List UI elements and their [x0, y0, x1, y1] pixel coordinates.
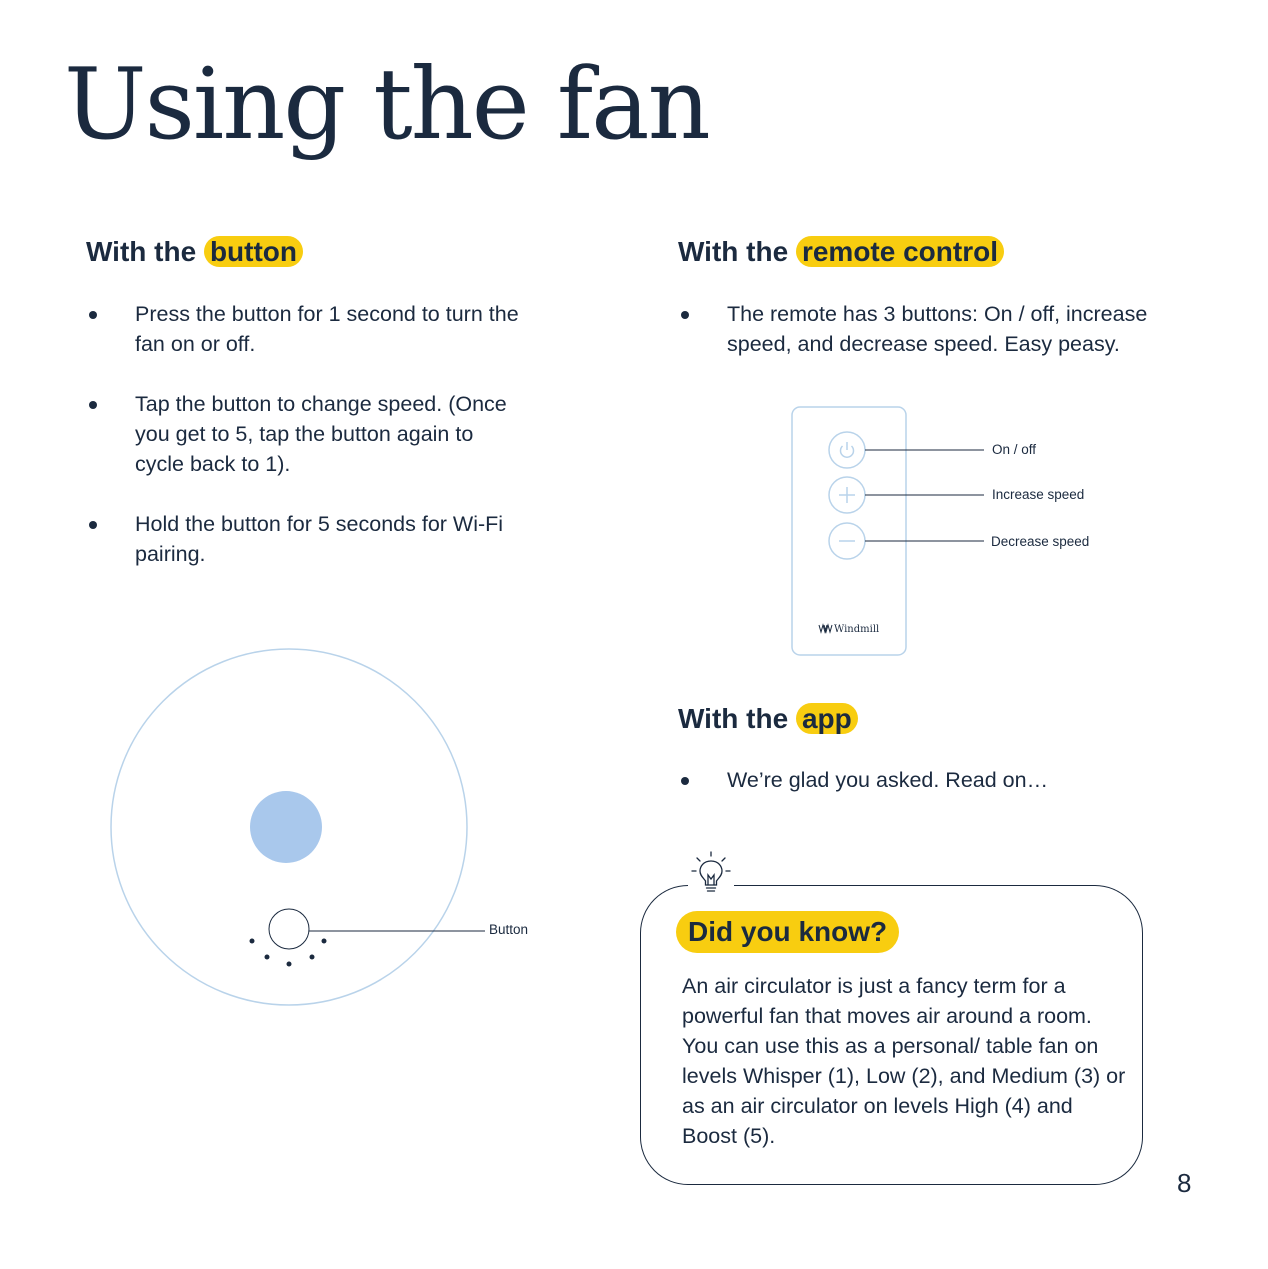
app-instructions-list	[678, 765, 1198, 825]
button-section-heading	[86, 234, 303, 270]
increase-speed-label: Increase speed	[992, 487, 1085, 502]
heading-highlight: app	[796, 703, 858, 734]
fan-power-button	[269, 909, 309, 949]
minus-button-icon	[829, 523, 865, 559]
decrease-speed-label: Decrease speed	[991, 534, 1090, 549]
remote-section-heading	[678, 234, 1004, 270]
remote-instructions-list	[678, 299, 1208, 389]
list-item: The remote has 3 buttons: On / off, increase speed, and decrease speed. Easy peasy.	[678, 299, 1208, 359]
did-you-know-text: An air circulator is just a fancy term for a powerful fan that moves air around a room. You can use this as a personal/ table fan on levels Whisper (1), Low (2), and Medium (3) or as an air circulator on levels High (4) and Boost (5).	[682, 974, 1126, 1148]
lightbulb-icon	[690, 850, 732, 898]
heading-prefix: With the	[86, 236, 197, 267]
power-button-icon	[829, 432, 865, 468]
app-section-heading	[678, 701, 858, 737]
plus-button-icon	[829, 477, 865, 513]
list-item: Tap the button to change speed. (Once you get to 5, tap the button again to cycle back to 1).	[86, 389, 526, 479]
heading-highlight: button	[204, 236, 303, 267]
fan-center-disc	[250, 791, 322, 863]
page-title: Using the fan	[64, 48, 709, 162]
heading-prefix: With the	[678, 703, 789, 734]
list-item: Hold the button for 5 seconds for Wi-Fi pairing.	[86, 509, 526, 569]
did-you-know-title: Did you know?	[676, 911, 899, 953]
button-label: Button	[489, 922, 529, 937]
remote-brand: Windmill	[834, 624, 880, 635]
on-off-label: On / off	[992, 442, 1037, 457]
remote-diagram	[780, 400, 1000, 665]
heading-highlight: remote control	[796, 236, 1004, 267]
heading-prefix: With the	[678, 236, 789, 267]
list-item: We’re glad you asked. Read on…	[678, 765, 1198, 795]
page-number: 8	[1177, 1168, 1192, 1198]
list-item: Press the button for 1 second to turn the fan on or off.	[86, 299, 526, 359]
button-instructions-list	[86, 299, 526, 599]
fan-diagram	[100, 640, 560, 1020]
